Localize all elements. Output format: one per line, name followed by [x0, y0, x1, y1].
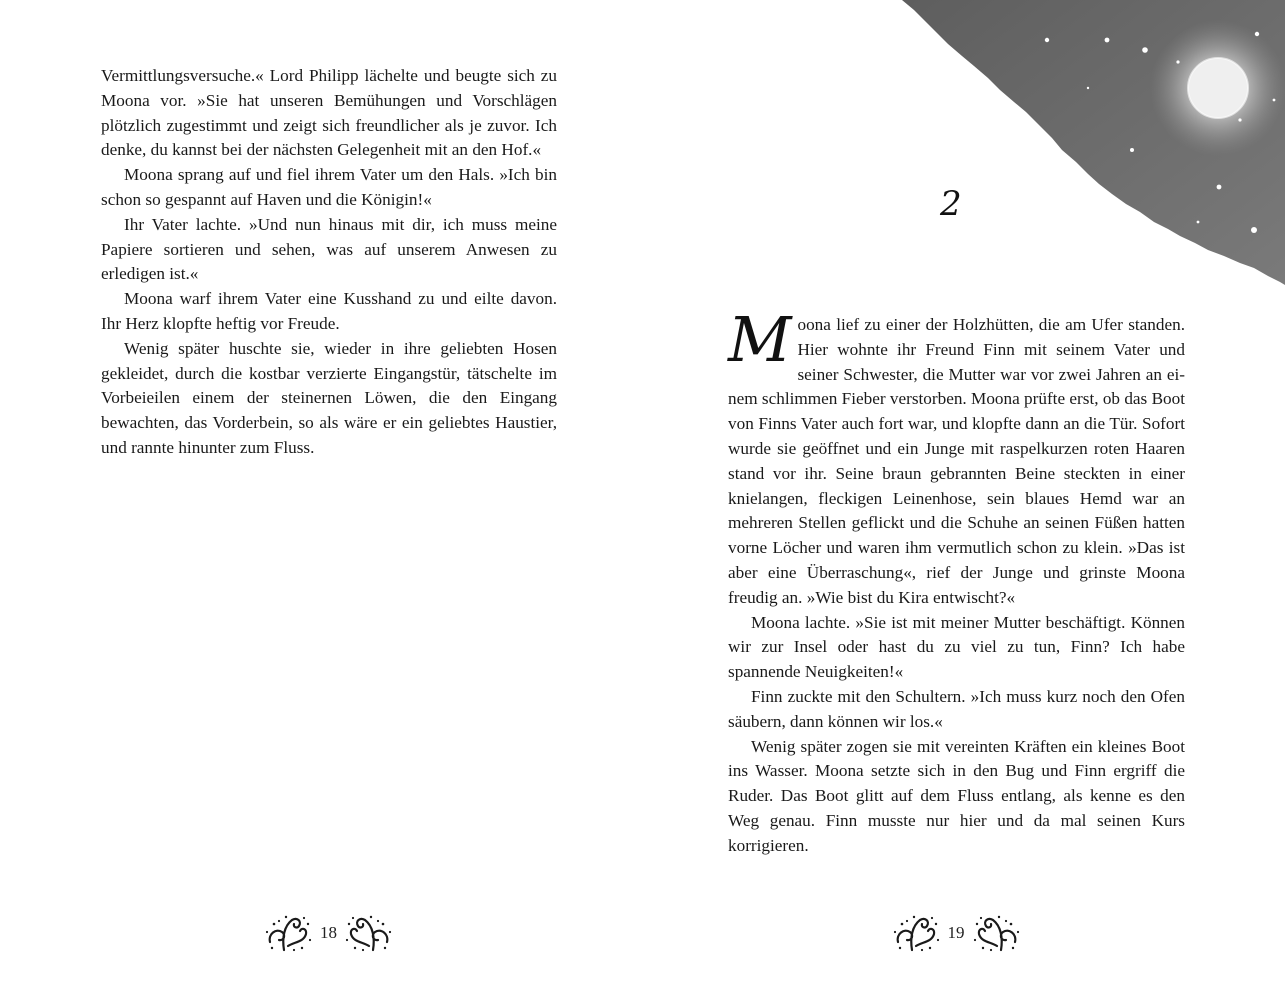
left-page [0, 0, 642, 1000]
folio-left [256, 908, 401, 958]
paragraph [728, 303, 1185, 611]
drop-cap: M [728, 303, 792, 376]
paragraph: Finn zuckte mit den Schultern. »Ich muss kurz noch den Ofen säubern, dann können wir los.« [728, 686, 1185, 731]
swirl-ornament-icon [973, 912, 1021, 954]
swirl-ornament-icon [892, 912, 940, 954]
paragraph: Moona lachte. »Sie ist mit meiner Mutter beschäftigt. Können wir zur Insel oder hast du zu viel zu tun, Finn? Ich habe spannende Neuigkeiten!« [728, 612, 1185, 682]
page-number: 19 [947, 923, 965, 942]
paragraph: Wenig später huschte sie, wieder in ihre geliebten Hosen gekleidet, durch die kostbar verzierte Eingangstür, tätschelte im Vorbeieilen einem der steinernen Löwen, die den Eingang bewachten, das Vorderbein, so als wäre er ein geliebtes Haustier, und rannte hinunter zum Fluss. [101, 338, 557, 457]
paragraph: Ihr Vater lachte. »Und nun hinaus mit dir, ich muss meine Papiere sortieren und sehen, was auf unserem Anwesen zu erledigen ist.« [101, 214, 557, 284]
paragraph: Vermittlungsversuche.« Lord Philipp lächelte und beugte sich zu Moona vor. »Sie hat unseren Bemühungen und Vorschlägen plötzlich zugestimmt und zeigt sich freundlicher als je zuvor. Ich denke, du kannst bei der nächsten Gelegenheit mit an den Hof.« [101, 66, 557, 160]
paragraph: Wenig später zogen sie mit vereinten Kräften ein kleines Boot ins Wasser. Moona setzte sich in den Bug und Finn ergriff die Ruder. Das Boot glitt auf dem Fluss entlang, als kenne es den Weg genau. Finn musste nur hier und da mal seinen Kurs korrigieren. [728, 736, 1185, 855]
paragraph-text: oona lief zu einer der Holzhütten, die am Ufer standen. Hier wohnte ihr Freund Finn mit seinem Vater und seiner Schwester, die Mutter war vor zwei Jahren an einem schlimmen Fieber verstorben. Moona prüfte erst, ob das Boot von Finns Vater auch fort war, und klopfte dann an die Tür. Sofort wurde sie geöffnet und ein Junge mit raspelkurzen roten Haaren stand vor ihr. Seine braun gebrannten Beine steckten in einer knielangen, fleckigen Leinenhose, sein blaues Hemd war an mehreren Stellen geflickt und die Schuhe an seinen Füßen hatten vorne Löcher und waren ihm vermutlich schon zu klein. »Das ist aber eine Überraschung«, rief der Junge und grinste Moona freudig an. »Wie bist du Kira entwischt?« [728, 315, 1185, 607]
folio-right [886, 908, 1026, 958]
left-page-text [101, 64, 557, 461]
chapter-number: 2 [940, 184, 962, 224]
paragraph: Moona sprang auf und fiel ihrem Vater um den Hals. »Ich bin schon so gespannt auf Haven und die Königin!« [101, 165, 557, 209]
page-number: 18 [320, 923, 337, 942]
paragraph: Moona warf ihrem Vater eine Kusshand zu und eilte davon. Ihr Herz klopfte heftig vor Freude. [101, 289, 557, 333]
right-page-text [728, 303, 1185, 859]
swirl-ornament-icon [264, 912, 312, 954]
right-page [642, 0, 1285, 1000]
swirl-ornament-icon [345, 912, 393, 954]
night-sky-moon-illustration [902, 0, 1285, 285]
